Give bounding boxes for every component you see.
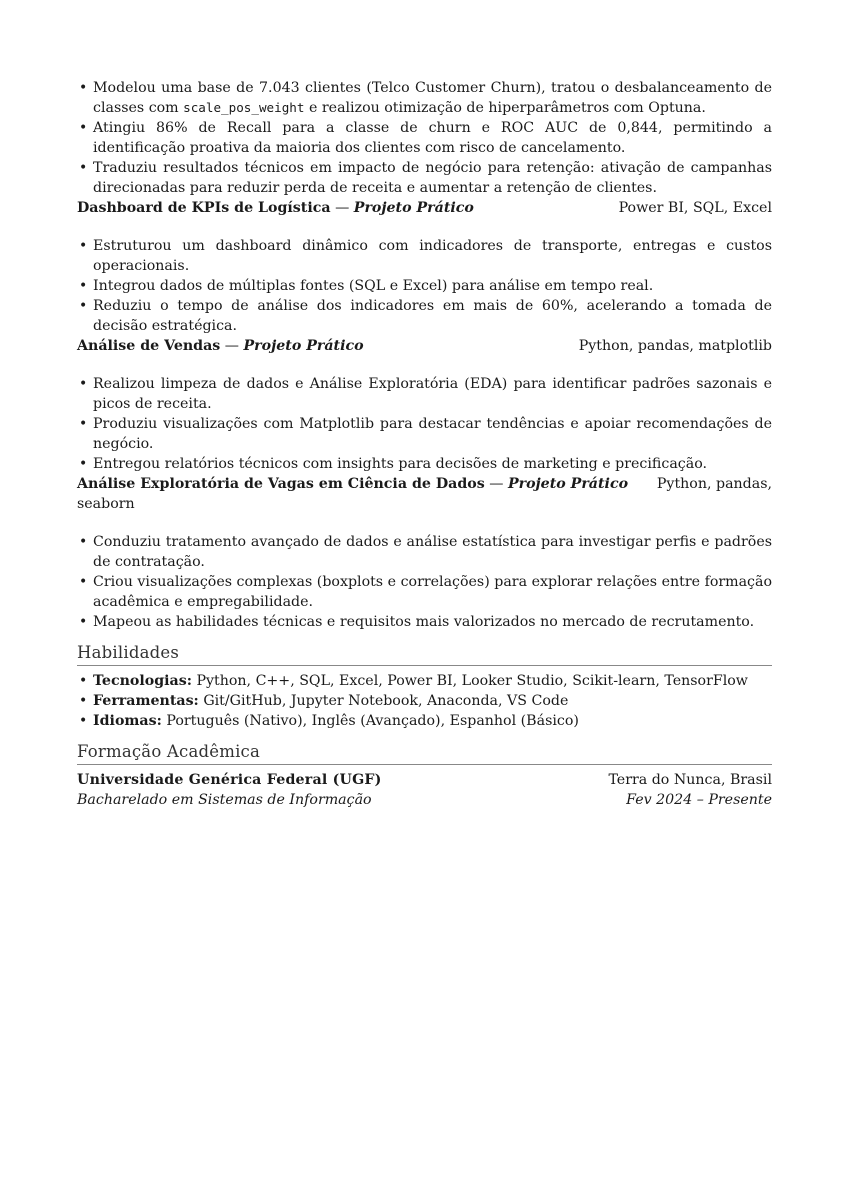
- education-row: [77, 790, 772, 810]
- bullet-item: • Conduziu tratamento avançado de dados e análise estatística para investigar perfis e padrões de contratação.: [77, 532, 772, 572]
- education-period: Fev 2024 – Presente: [626, 792, 772, 808]
- education-school: Universidade Genérica Federal (UGF): [77, 772, 382, 788]
- project-title: Análise de Vendas — Projeto Prático: [77, 338, 364, 354]
- project-header: [77, 336, 772, 356]
- project-bullets: [77, 374, 772, 474]
- skill-item: • Tecnologias: Python, C++, SQL, Excel, Power BI, Looker Studio, Scikit-learn, TensorFlow: [77, 671, 772, 691]
- skills-list: [77, 671, 772, 731]
- bullet-item: • Estruturou um dashboard dinâmico com indicadores de transporte, entregas e custos operacionais.: [77, 236, 772, 276]
- skill-item: • Ferramentas: Git/GitHub, Jupyter Notebook, Anaconda, VS Code: [77, 691, 772, 711]
- education-location: Terra do Nunca, Brasil: [608, 772, 772, 788]
- project-tech: Python, pandas, matplotlib: [578, 338, 772, 354]
- bullet-item: • Produziu visualizações com Matplotlib para destacar tendências e apoiar recomendações de negócio.: [77, 414, 772, 454]
- bullet-item: • Entregou relatórios técnicos com insights para decisões de marketing e precificação.: [77, 454, 772, 474]
- section-title-education: Formação Acadêmica: [77, 741, 772, 765]
- project-tech-continued: seaborn: [77, 496, 135, 512]
- bullet-item: • Traduziu resultados técnicos em impacto de negócio para retenção: ativação de campanhas direcionadas para reduzir perda de receita e aumentar a retenção de clientes.: [77, 158, 772, 198]
- bullet-item: • Realizou limpeza de dados e Análise Exploratória (EDA) para identificar padrões sazonais e picos de receita.: [77, 374, 772, 414]
- bullet-item: • Modelou uma base de 7.043 clientes (Telco Customer Churn), tratou o desbalanceamento de classes com scale_pos_weight e realizou otimização de hiperparâmetros com Optuna.: [77, 78, 772, 118]
- project-title: Dashboard de KPIs de Logística — Projeto Prático: [77, 200, 474, 216]
- section-title-skills: Habilidades: [77, 642, 772, 666]
- bullet-item: • Mapeou as habilidades técnicas e requisitos mais valorizados no mercado de recrutamento.: [77, 612, 772, 632]
- bullet-item: • Criou visualizações complexas (boxplots e correlações) para explorar relações entre formação acadêmica e empregabilidade.: [77, 572, 772, 612]
- project-tech: Power BI, SQL, Excel: [618, 200, 772, 216]
- education-row: [77, 770, 772, 790]
- resume-content: [77, 78, 772, 810]
- project-header: [77, 474, 772, 494]
- education-degree: Bacharelado em Sistemas de Informação: [77, 792, 372, 808]
- project-header: [77, 198, 772, 218]
- bullet-item: • Reduziu o tempo de análise dos indicadores em mais de 60%, acelerando a tomada de decisão estratégica.: [77, 296, 772, 336]
- bullet-item: • Integrou dados de múltiplas fontes (SQL e Excel) para análise em tempo real.: [77, 276, 772, 296]
- skill-item: • Idiomas: Português (Nativo), Inglês (Avançado), Espanhol (Básico): [77, 711, 772, 731]
- project-tech: Python, pandas,: [656, 476, 772, 492]
- project-bullets: [77, 236, 772, 336]
- project-title: Análise Exploratória de Vagas em Ciência de Dados — Projeto Prático: [77, 476, 629, 492]
- code-term: scale_pos_weight: [183, 100, 305, 115]
- bullet-item: • Atingiu 86% de Recall para a classe de churn e ROC AUC de 0,844, permitindo a identificação proativa da maioria dos clientes com risco de cancelamento.: [77, 118, 772, 158]
- project-churn-bullets: [77, 78, 772, 198]
- project-bullets: [77, 532, 772, 632]
